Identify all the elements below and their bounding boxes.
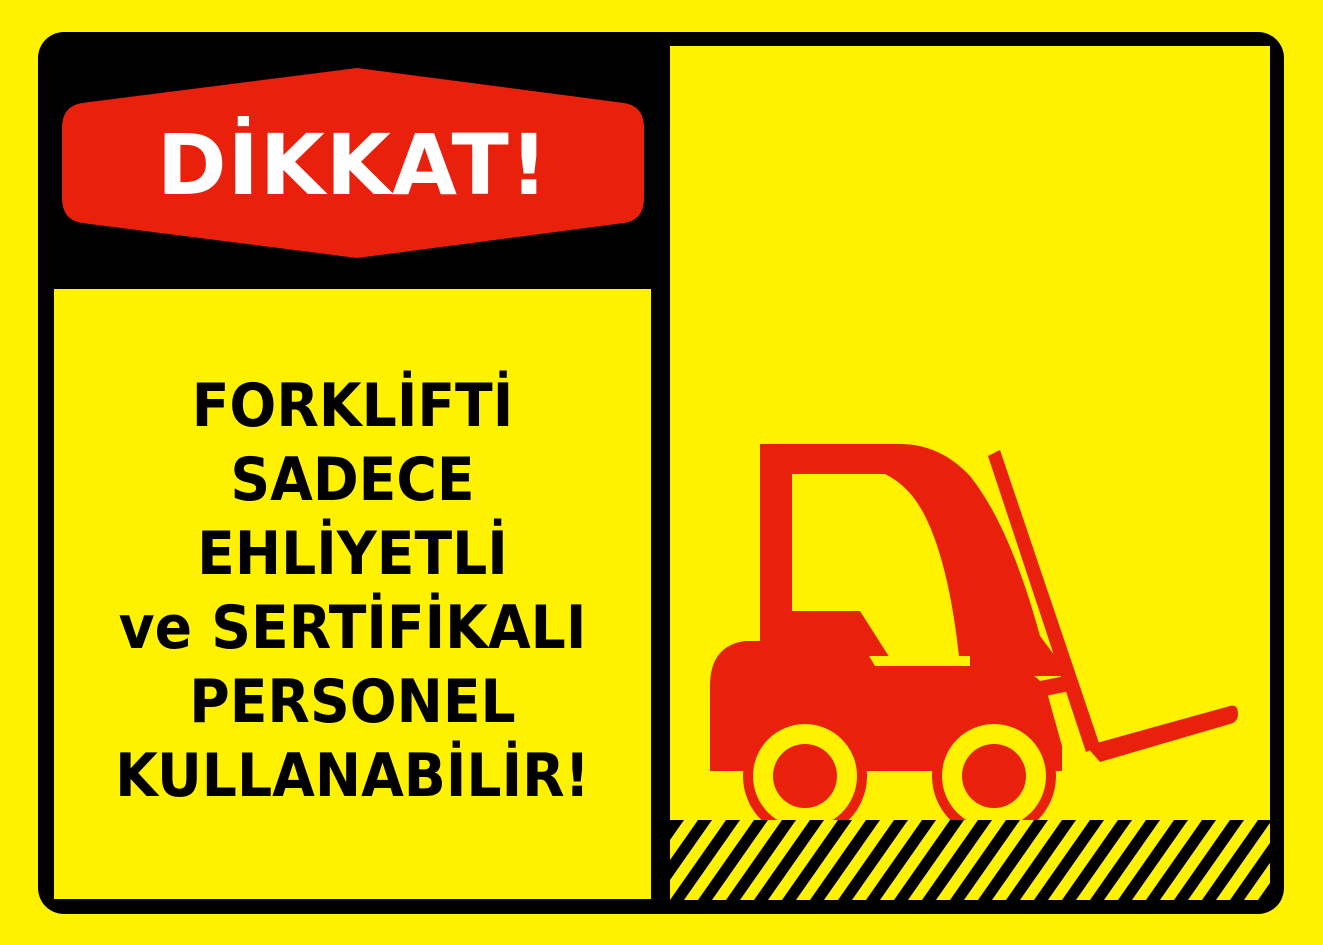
message-line-4: ve SERTİFİKALI [118,593,587,663]
message-line-5: PERSONEL [189,667,516,737]
page-title: DİKKAT! [156,116,550,214]
warning-sign [38,32,1284,914]
message-line-3: EHLİYETLİ [197,519,508,589]
dikkat-badge [62,68,644,258]
message-line-2: SADECE [230,445,475,515]
message-line-6: KULLANABİLİR! [115,741,590,811]
hazard-stripes [670,820,1270,900]
forklift-icon [670,46,1270,826]
pictogram-panel [670,46,1270,900]
message-line-1: FORKLİFTİ [191,371,514,441]
message-panel [54,289,651,899]
warning-message [54,369,651,813]
